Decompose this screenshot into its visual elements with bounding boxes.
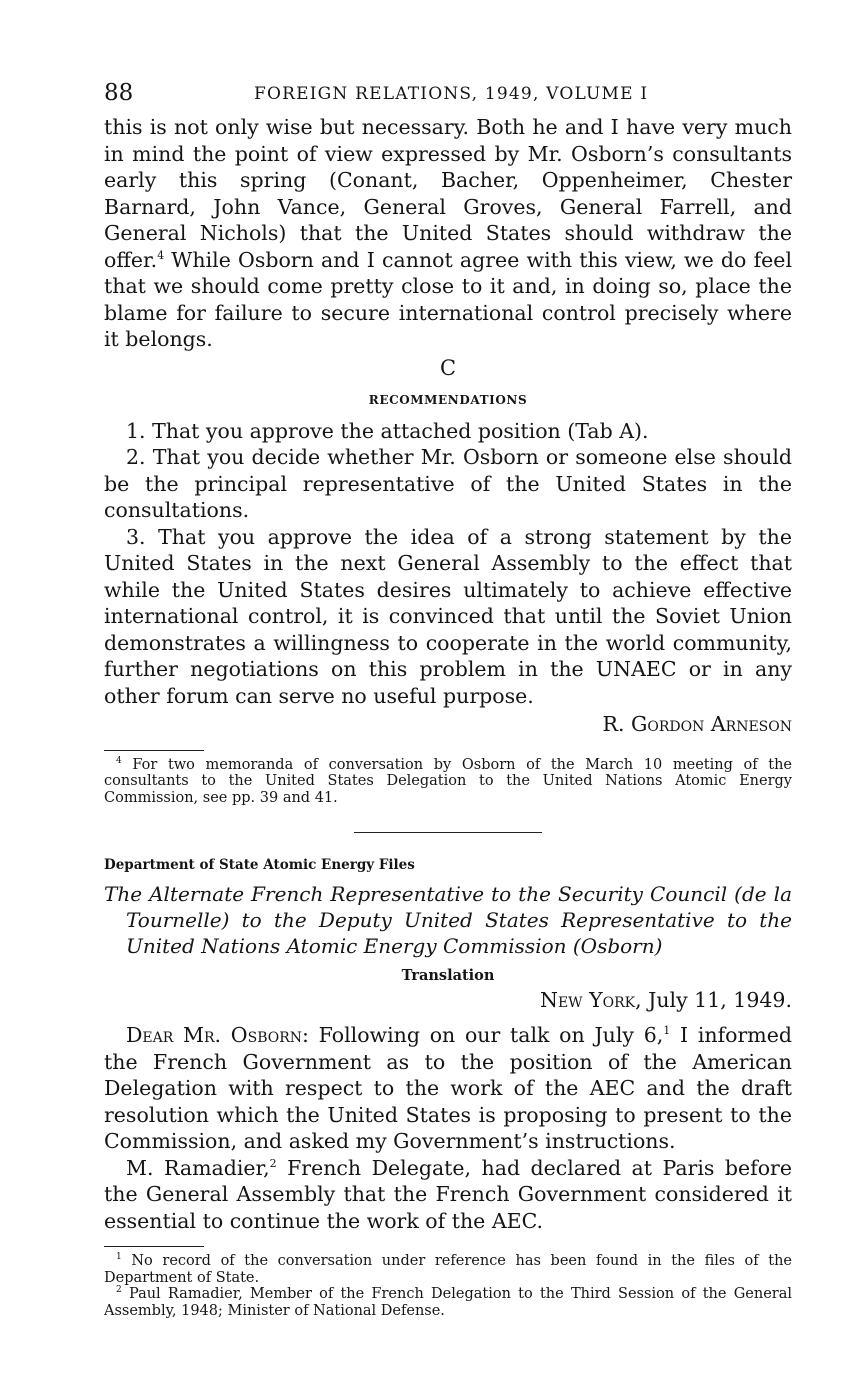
footnote-divider xyxy=(104,1246,204,1247)
running-title: FOREIGN RELATIONS, 1949, VOLUME I xyxy=(254,84,649,104)
footnote-ref-1[interactable]: 1 xyxy=(663,1024,671,1038)
section-divider xyxy=(354,832,542,833)
signature: R. Gordon Arneson xyxy=(602,712,792,736)
translation-label: Translation xyxy=(401,967,495,984)
footnote-divider xyxy=(104,750,204,751)
footnote-marker: 4 xyxy=(116,755,122,766)
footnote-ref-4[interactable]: 4 xyxy=(157,248,165,262)
letter-paragraph-1: Dear Mr. Osborn: Following on our talk on July 6,$^1$ I informed the French Government as to the position of the American Delegation with respect to the work of the AEC and the draft resolution which the United States is proposing to present to the Commission, and asked my Government’s instructions. xyxy=(104,1023,792,1153)
salutation: Dear Mr. Osborn xyxy=(126,1023,303,1047)
recommendation-3: 3. That you approve the idea of a strong statement by the United States in the next General Assembly to the effect that while the United States desires ultimately to achieve effective international control, it is convinced that until the Soviet Union demonstrates a willingness to cooperate in the world community, further negotiations on this problem in the UNAEC or in any other forum can serve no useful purpose. xyxy=(104,524,792,708)
page xyxy=(104,78,792,1319)
recommendation-2: 2. That you decide whether Mr. Osborn or someone else should be the principal representative of the United States in the consultations. xyxy=(104,445,792,522)
recommendation-1: 1. That you approve the attached position (Tab A). xyxy=(126,418,649,443)
recommendations-heading: RECOMMENDATIONS xyxy=(368,393,528,407)
footnote-2: $^2$ Paul Ramadier, Member of the French Delegation to the Third Session of the General Assembly, 1948; Minister of National Defense. xyxy=(104,1285,792,1319)
body-text xyxy=(104,114,792,738)
footnote-ref-2[interactable]: 2 xyxy=(269,1156,277,1170)
section-letter: C xyxy=(439,355,457,380)
document-title: The Alternate French Representative to the Security Council (de la Tournelle) to the Deputy United States Representative to the United Nations Atomic Energy Commission (Osborn) xyxy=(104,882,792,958)
footnote-4: $^4$ For two memoranda of conversation by Osborn of the March 10 meeting of the consultants to the United States Delegation to the United Nations Atomic Energy Commission, see pp. 39 and 41. xyxy=(104,755,792,806)
footnote-1: $^1$ No record of the conversation under reference has been found in the files of the Department of State. xyxy=(104,1252,792,1286)
letter-paragraph-2: M. Ramadier,$^2$ French Delegate, had declared at Paris before the General Assembly that the French Government considered it essential to continue the work of the AEC. xyxy=(104,1155,792,1233)
document-source: Department of State Atomic Energy Files xyxy=(104,857,415,873)
letter-body xyxy=(104,1022,792,1234)
closing-paragraph: this is not only wise but necessary. Both he and I have very much in mind the point of view expressed by Mr. Osborn’s consultants early this spring (Conant, Bacher, Oppenheimer, Chester Barnard, John Vance, General Groves, General Farrell, and General Nichols) that the United States should withdraw the offer.$^4$ While Osborn and I cannot agree with this view, we do feel that we should come pretty close to it and, in doing so, place the blame for failure to secure international control precisely where it belongs. xyxy=(104,115,792,351)
dateline: New York, July 11, 1949. xyxy=(540,988,792,1012)
page-number: 88 xyxy=(104,80,134,106)
page-header xyxy=(104,78,792,114)
